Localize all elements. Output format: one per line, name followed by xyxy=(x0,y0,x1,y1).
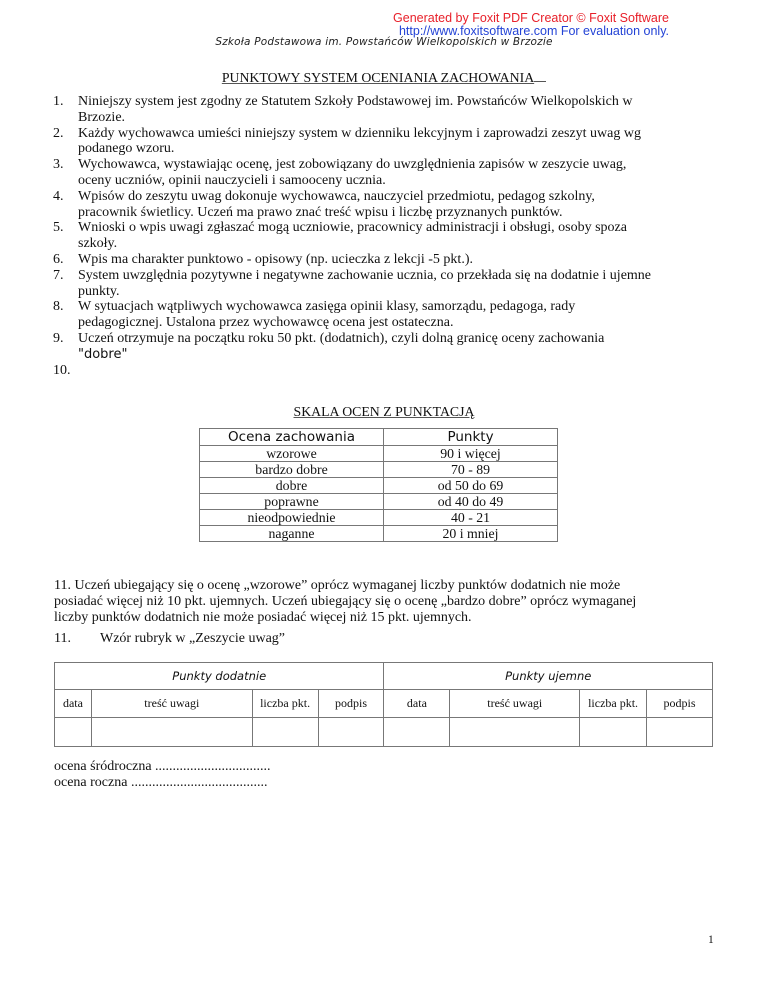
rule-item xyxy=(0,331,718,363)
points-cell: 70 - 89 xyxy=(384,462,558,478)
paragraph-line: posiadać więcej niż 10 pkt. ujemnych. Uczeń ubiegający się o ocenę „bardzo dobre” oprócz wymaganej xyxy=(54,594,637,609)
rule-number: 3. xyxy=(53,157,64,173)
points-cell: 90 i więcej xyxy=(384,446,558,462)
rule-number: 5. xyxy=(53,220,64,236)
rule-number: 9. xyxy=(53,330,64,346)
column-header: liczba pkt. xyxy=(580,690,647,718)
rubric-heading xyxy=(54,631,285,647)
column-header: podpis xyxy=(318,690,384,718)
rule-item xyxy=(0,94,718,126)
rule-text xyxy=(78,363,718,379)
points-cell: od 40 do 49 xyxy=(384,494,558,510)
rule-item xyxy=(0,189,718,221)
negative-points-header: Punkty ujemne xyxy=(384,663,713,690)
rule-text: Wpisów do zeszytu uwag dokonuje wychowawca, nauczyciel przedmiotu, pedagog szkolny, xyxy=(78,188,595,204)
rule-number: 10. xyxy=(53,362,71,378)
rubric-heading-number: 11. xyxy=(54,631,71,646)
rule-text: Wpis ma charakter punktowo - opisowy (np. ucieczka z lekcji -5 pkt.). xyxy=(78,251,473,267)
rules-list xyxy=(0,94,718,378)
rule-item xyxy=(0,363,718,379)
paragraph-line: liczby punktów dodatnich nie może posiadać więcej niż 15 pkt. ujemnych. xyxy=(54,610,472,625)
rubric-template-table xyxy=(54,662,713,747)
column-header: data xyxy=(384,690,450,718)
rule-item xyxy=(0,299,718,331)
rule-text: "dobre" xyxy=(78,346,128,362)
table-row xyxy=(200,526,558,542)
empty-cell xyxy=(55,718,92,747)
rule-text: System uwzględnia pozytywne i negatywne zachowanie ucznia, co przekłada się na dodatnie i ujemne xyxy=(78,267,652,283)
grade-scale-table xyxy=(199,428,558,542)
annual-grade-line: ocena roczna ....................................... xyxy=(54,775,268,790)
empty-entry-row xyxy=(55,718,713,747)
empty-cell xyxy=(647,718,713,747)
page-number: 1 xyxy=(708,934,714,946)
group-header-row xyxy=(55,663,713,690)
table-row xyxy=(200,510,558,526)
rule-text: Wnioski o wpis uwagi zgłaszać mogą uczniowie, pracownicy administracji i obsługi, osoby spoza xyxy=(78,220,627,236)
rule-number: 4. xyxy=(53,188,64,204)
grade-cell: naganne xyxy=(200,526,384,542)
rule-text: pedagogicznej. Ustalona przez wychowawcę ocena jest ostateczna. xyxy=(78,315,454,331)
empty-cell xyxy=(91,718,252,747)
column-header: liczba pkt. xyxy=(252,690,318,718)
positive-points-header: Punkty dodatnie xyxy=(55,663,384,690)
points-cell: od 50 do 69 xyxy=(384,478,558,494)
rule-item xyxy=(0,157,718,189)
empty-cell xyxy=(384,718,450,747)
grade-cell: wzorowe xyxy=(200,446,384,462)
column-header: Ocena zachowania xyxy=(200,429,384,446)
point-11-paragraph xyxy=(54,578,714,626)
column-header-row xyxy=(55,690,713,718)
column-header: data xyxy=(55,690,92,718)
empty-cell xyxy=(318,718,384,747)
rule-item xyxy=(0,268,718,300)
points-cell: 20 i mniej xyxy=(384,526,558,542)
column-header: Punkty xyxy=(384,429,558,446)
rule-text: Niniejszy system jest zgodny ze Statutem Szkoły Podstawowej im. Powstańców Wielkopolskich w xyxy=(78,94,633,109)
rule-number: 7. xyxy=(53,267,64,283)
column-header: treść uwagi xyxy=(91,690,252,718)
table-row xyxy=(200,446,558,462)
watermark-line-2: http://www.foxitsoftware.com For evaluation only. xyxy=(398,24,669,38)
document-title xyxy=(0,69,768,86)
rule-text: Uczeń otrzymuje na początku roku 50 pkt. (dodatnich), czyli dolną granicę oceny zachowania xyxy=(78,330,605,346)
rule-text: punkty. xyxy=(78,283,120,299)
rule-number: 1. xyxy=(53,94,64,109)
rule-number: 6. xyxy=(53,251,64,267)
table-row xyxy=(200,462,558,478)
table-row xyxy=(200,494,558,510)
empty-cell xyxy=(252,718,318,747)
rule-text: podanego wzoru. xyxy=(78,141,175,157)
column-header: treść uwagi xyxy=(450,690,580,718)
foxit-watermark xyxy=(393,12,669,38)
grade-cell: poprawne xyxy=(200,494,384,510)
empty-cell xyxy=(580,718,647,747)
points-cell: 40 - 21 xyxy=(384,510,558,526)
empty-cell xyxy=(450,718,580,747)
grade-cell: nieodpowiednie xyxy=(200,510,384,526)
grade-cell: bardzo dobre xyxy=(200,462,384,478)
rule-item xyxy=(0,126,718,158)
rule-text: oceny uczniów, opinii nauczycieli i samooceny ucznia. xyxy=(78,172,386,188)
rule-text: szkoły. xyxy=(78,236,118,252)
paragraph-line: 11. Uczeń ubiegający się o ocenę „wzorowe” oprócz wymaganej liczby punktów dodatnich nie może xyxy=(54,578,621,593)
rule-number: 2. xyxy=(53,125,64,141)
scale-title-text: SKALA OCEN Z PUNKTACJĄ xyxy=(293,404,475,419)
school-header: Szkoła Podstawowa im. Powstańców Wielkopolskich w Brzozie xyxy=(215,36,553,48)
rule-text: Brzozie. xyxy=(78,109,126,125)
document-title-text: PUNKTOWY SYSTEM OCENIANIA ZACHOWANIA xyxy=(221,70,535,85)
rubric-heading-label: Wzór rubryk w „Zeszycie uwag” xyxy=(100,631,286,646)
rule-text: Każdy wychowawca umieści niniejszy system w dzienniku lekcyjnym i zaprowadzi zeszyt uwag wg xyxy=(78,125,641,141)
rule-item xyxy=(0,220,718,252)
rule-item xyxy=(0,252,718,268)
column-header: podpis xyxy=(647,690,713,718)
table-header-row xyxy=(200,429,558,446)
rule-number: 8. xyxy=(53,299,64,315)
grade-cell: dobre xyxy=(200,478,384,494)
rule-text: pracownik świetlicy. Uczeń ma prawo znać treść wpisu i liczbę przyznanych punktów. xyxy=(78,204,563,220)
scale-title xyxy=(0,404,768,420)
table-row xyxy=(200,478,558,494)
semester-grade-line: ocena śródroczna ................................. xyxy=(54,759,271,774)
watermark-line-1: Generated by Foxit PDF Creator © Foxit Software xyxy=(393,11,669,25)
rule-text: Wychowawca, wystawiając ocenę, jest zobowiązany do uwzględnienia zapisów w zeszycie uwag, xyxy=(78,157,627,173)
rule-text: W sytuacjach wątpliwych wychowawca zasięga opinii klasy, samorządu, pedagoga, rady xyxy=(78,299,576,315)
